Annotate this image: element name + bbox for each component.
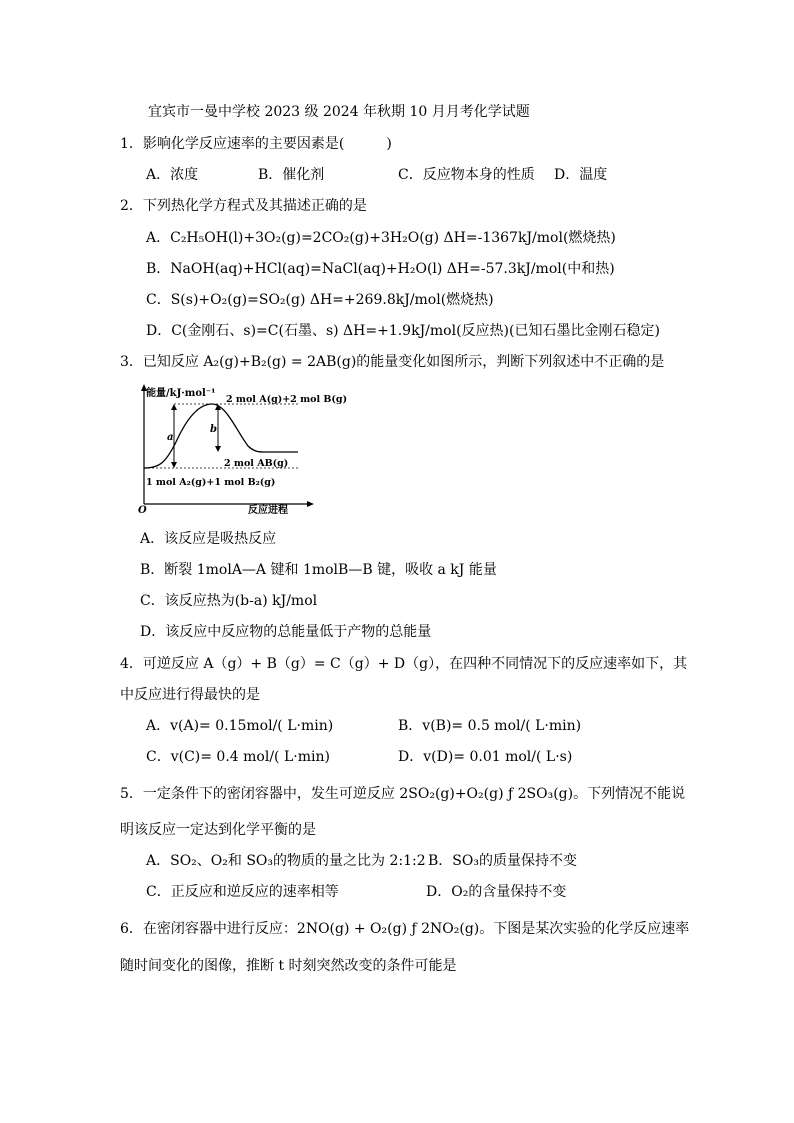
q3-option-c: C．该反应热为(b-a) kJ/mol [140, 593, 318, 609]
x-axis-arrow [307, 501, 314, 507]
q4-option-a: A．v(A)= 0.15mol/( L·min) [146, 718, 334, 734]
mid-level-label: 2 mol AB(g) [224, 458, 289, 469]
q5-option-b: B．SO₃的质量保持不变 [428, 853, 577, 869]
y-axis-label: 能量/kJ·mol⁻¹ [146, 388, 216, 399]
q2-option-a: A．C₂H₅OH(l)+3O₂(g)=2CO₂(g)+3H₂O(g) ΔH=-1367kJ/mol(燃烧热) [146, 230, 616, 246]
question-1-stem: 1．影响化学反应速率的主要因素是( ) [120, 136, 392, 152]
bottom-level-label: 1 mol A₂(g)+1 mol B₂(g) [146, 477, 276, 488]
page-title: 宜宾市一曼中学校 2023 级 2024 年秋期 10 月月考化学试题 [148, 104, 530, 120]
question-2-stem: 2．下列热化学方程式及其描述正确的是 [120, 198, 367, 214]
q4-option-d: D．v(D)= 0.01 mol/( L·s) [398, 749, 573, 765]
energy-diagram [138, 382, 348, 516]
q2-option-d: D．C(金刚石、s)=C(石墨、s) ΔH=+1.9kJ/mol(反应热)(已知石墨比金刚石稳定) [146, 323, 660, 339]
q2-option-b: B．NaOH(aq)+HCl(aq)=NaCl(aq)+H₂O(l) ΔH=-57.3kJ/mol(中和热) [146, 261, 615, 277]
question-4-stem-line1: 4．可逆反应 A（g）+ B（g）= C（g）+ D（g），在四种不同情况下的反应速率如下，其 [120, 656, 688, 672]
q1-option-d: D．温度 [554, 167, 608, 183]
question-6-stem-line2: 随时间变化的图像，推断 t 时刻突然改变的条件可能是 [120, 958, 457, 974]
question-5-stem-line1: 5．一定条件下的密闭容器中，发生可逆反应 2SO₂(g)+O₂(g) ƒ 2SO₃(g)。下列情况不能说 [120, 786, 686, 802]
q1-option-b: B．催化剂 [258, 167, 325, 183]
q3-option-d: D．该反应中反应物的总能量低于产物的总能量 [140, 624, 432, 640]
question-6-stem-line1: 6．在密闭容器中进行反应：2NO(g) + O₂(g) ƒ 2NO₂(g)。下图是某次实验的化学反应速率 [120, 921, 690, 937]
question-5-stem-line2: 明该反应一定达到化学平衡的是 [120, 822, 316, 838]
q1-option-c: C．反应物本身的性质 [398, 167, 535, 183]
q5-option-c: C．正反应和逆反应的速率相等 [146, 884, 339, 900]
q4-option-c: C．v(C)= 0.4 mol/( L·min) [146, 749, 330, 765]
q2-option-c: C．S(s)+O₂(g)=SO₂(g) ΔH=+269.8kJ/mol(燃烧热) [146, 292, 494, 308]
q4-option-b: B．v(B)= 0.5 mol/( L·min) [398, 718, 582, 734]
origin-label: O [138, 505, 147, 516]
q1-option-a: A．浓度 [146, 167, 199, 183]
q5-option-d: D．O₂的含量保持不变 [426, 884, 567, 900]
question-4-stem-line2: 中反应进行得最快的是 [120, 687, 260, 703]
top-level-label: 2 mol A(g)+2 mol B(g) [226, 394, 348, 405]
b-label: b [210, 424, 217, 435]
q3-option-b: B．断裂 1molA—A 键和 1molB—B 键，吸收 a kJ 能量 [140, 562, 497, 578]
q5-option-a: A．SO₂、O₂和 SO₃的物质的量之比为 2:1:2 [146, 853, 426, 869]
x-axis-label: 反应进程 [248, 505, 288, 516]
question-3-stem: 3．已知反应 A₂(g)+B₂(g) = 2AB(g)的能量变化如图所示，判断下列叙述中不正确的是 [120, 354, 665, 370]
a-label: a [167, 432, 174, 443]
q3-option-a: A．该反应是吸热反应 [140, 531, 277, 547]
